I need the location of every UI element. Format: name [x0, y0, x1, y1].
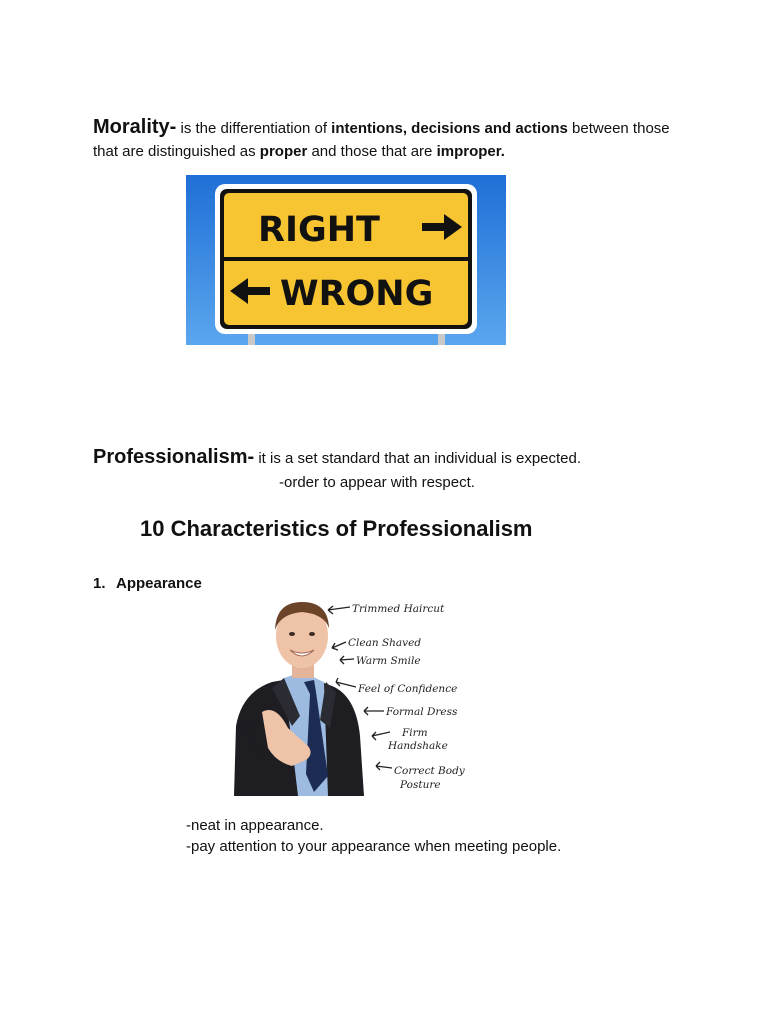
morality-text-1: is the differentiation of	[176, 120, 332, 137]
label-trimmed-haircut: Trimmed Haircut	[352, 603, 445, 615]
list-label: Appearance	[116, 575, 202, 592]
professionalism-term: Professionalism-	[93, 446, 255, 468]
morality-bold-3: improper.	[436, 143, 505, 160]
appearance-notes	[186, 815, 561, 857]
professionalism-text: it is a set standard that an individual is expected.	[254, 450, 582, 467]
label-feel-of-confidence: Feel of Confidence	[358, 683, 458, 695]
morality-bold-2: proper	[259, 143, 308, 160]
label-firm: Firm	[402, 727, 428, 739]
label-posture: Posture	[400, 779, 441, 791]
professionalism-line-2: -order to appear with respect.	[279, 474, 475, 491]
morality-bold-1: intentions, decisions and actions	[331, 120, 568, 137]
label-warm-smile: Warm Smile	[356, 655, 421, 667]
right-wrong-sign-image	[186, 175, 506, 345]
label-correct-body: Correct Body	[394, 765, 465, 777]
label-formal-dress: Formal Dress	[386, 706, 458, 718]
note-line-2: -pay attention to your appearance when meeting people.	[186, 838, 562, 855]
morality-term: Morality-	[93, 116, 177, 138]
section-heading: 10 Characteristics of Professionalism	[140, 516, 533, 541]
label-clean-shaved: Clean Shaved	[348, 637, 422, 649]
morality-text-3: and those that are	[307, 143, 437, 160]
note-line-1: -neat in appearance.	[186, 817, 324, 834]
list-item-appearance	[93, 575, 202, 592]
sign-wrong-text: WRONG	[280, 274, 434, 314]
sign-right-text: RIGHT	[258, 210, 380, 250]
professional-appearance-image	[232, 596, 470, 796]
label-handshake: Handshake	[388, 740, 448, 752]
list-number: 1.	[93, 575, 106, 592]
morality-text-2: between those that are distinguished as	[93, 120, 670, 160]
professionalism-paragraph	[93, 446, 581, 470]
morality-paragraph	[93, 116, 693, 163]
